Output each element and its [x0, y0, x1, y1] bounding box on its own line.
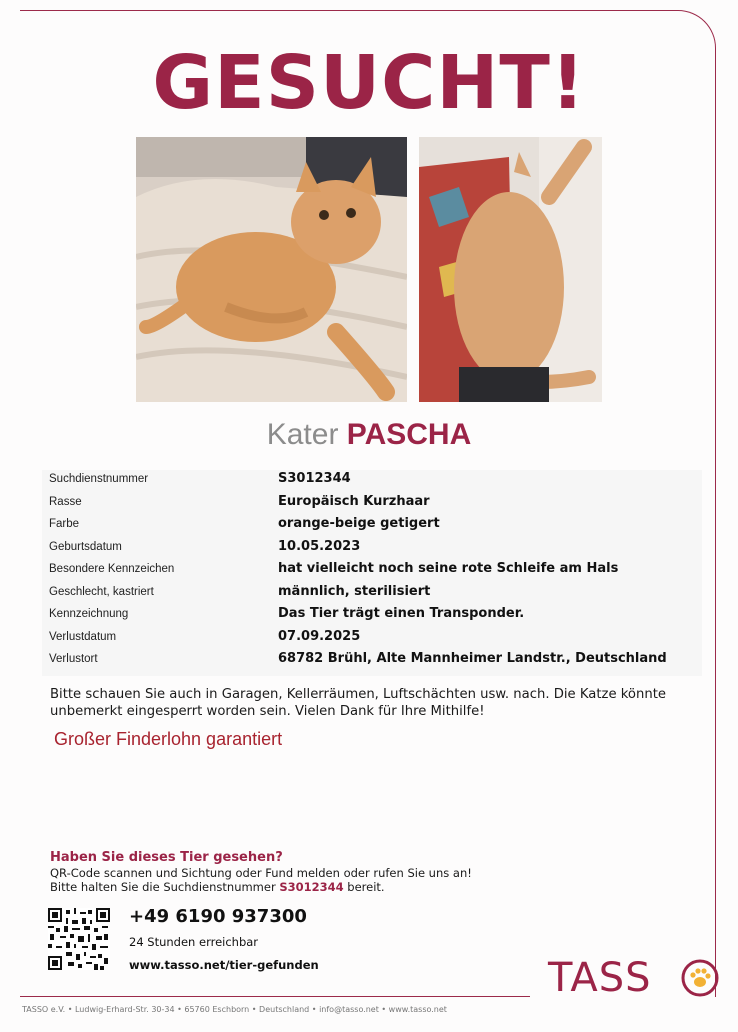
animal-name-value: PASCHA	[346, 418, 472, 451]
detail-value: orange-beige getigert	[278, 516, 440, 531]
detail-label: Verlustort	[49, 653, 98, 665]
phone-number[interactable]: +49 6190 937300	[129, 906, 307, 927]
cat-photo-1	[136, 137, 407, 402]
details-table	[42, 470, 702, 676]
contact-line1: QR-Code scannen und Sichtung oder Fund melden oder rufen Sie uns an!	[50, 866, 472, 880]
detail-label: Geschlecht, kastriert	[49, 585, 154, 598]
poster-frame-bottom	[20, 996, 530, 997]
animal-prefix: Kater	[266, 418, 339, 451]
detail-label: Geburtsdatum	[49, 540, 122, 553]
paw-icon	[680, 958, 720, 998]
report-link[interactable]: www.tasso.net/tier-gefunden	[129, 958, 319, 972]
cat-photo-2	[419, 137, 602, 402]
detail-value: Das Tier trägt einen Transponder.	[278, 606, 525, 621]
detail-row	[42, 493, 702, 515]
detail-value: Europäisch Kurzhaar	[278, 493, 430, 509]
contact-line2-id: S3012344	[279, 880, 344, 894]
contact-line2	[50, 880, 385, 894]
contact-heading: Haben Sie dieses Tier gesehen?	[50, 850, 283, 865]
detail-label: Besondere Kennzeichen	[49, 563, 175, 575]
detail-value: 07.09.2025	[278, 628, 361, 644]
detail-label: Suchdienstnummer	[49, 473, 149, 485]
detail-row	[42, 583, 702, 605]
poster-title: GESUCHT!	[152, 40, 586, 126]
detail-row	[42, 650, 702, 672]
qr-code[interactable]	[48, 908, 110, 970]
tasso-logo: TASS	[548, 955, 652, 1001]
detail-row	[42, 560, 702, 582]
detail-label: Rasse	[49, 495, 82, 508]
detail-value: 10.05.2023	[278, 538, 361, 554]
detail-row	[42, 538, 702, 560]
search-note-line2: unbemerkt eingesperrt worden sein. Vielen Dank für Ihre Mithilfe!	[50, 704, 485, 719]
detail-value: hat vielleicht noch seine rote Schleife am Hals	[278, 561, 619, 576]
detail-value: S3012344	[278, 471, 351, 486]
search-note-line1: Bitte schauen Sie auch in Garagen, Kellerräumen, Luftschächten usw. nach. Die Katze könnte	[50, 687, 666, 702]
detail-row	[42, 515, 702, 537]
detail-value: 68782 Brühl, Alte Mannheimer Landstr., Deutschland	[278, 651, 667, 666]
detail-label: Verlustdatum	[49, 630, 117, 643]
detail-label: Kennzeichnung	[49, 608, 129, 620]
animal-name	[0, 418, 738, 452]
contact-line2-pre: Bitte halten Sie die Suchdienstnummer	[50, 880, 280, 894]
contact-line2-post: bereit.	[343, 880, 385, 894]
detail-value: männlich, sterilisiert	[278, 583, 431, 599]
search-note	[50, 686, 670, 720]
detail-row	[42, 605, 702, 627]
footer-address: TASSO e.V. • Ludwig-Erhard-Str. 30-34 • 65760 Eschborn • Deutschland • info@tasso.net • www.tasso.net	[22, 1005, 447, 1014]
detail-row	[42, 470, 702, 492]
reward-text: Großer Finderlohn garantiert	[54, 729, 283, 749]
detail-label: Farbe	[49, 518, 80, 530]
availability-text: 24 Stunden erreichbar	[129, 935, 259, 949]
detail-row	[42, 628, 702, 650]
